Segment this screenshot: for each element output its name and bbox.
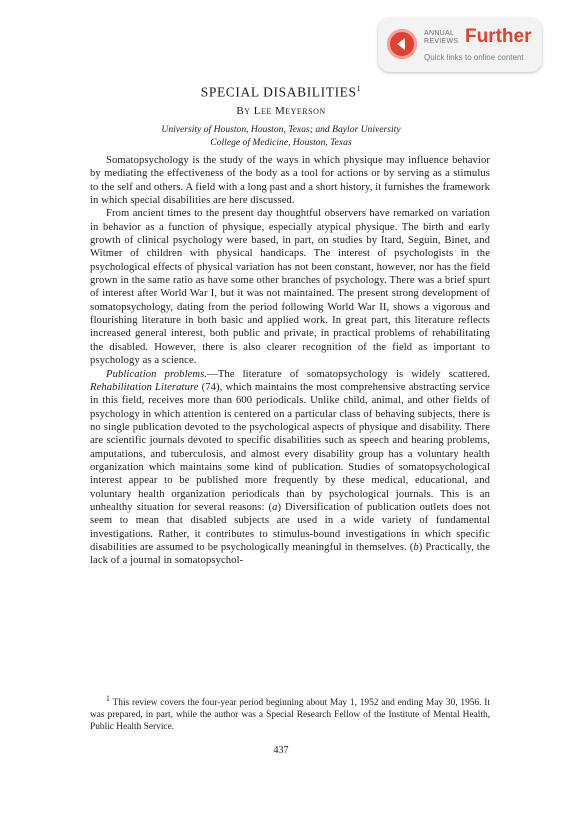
page-number: 437 — [273, 745, 289, 756]
paragraph-history: From ancient times to the present day thoughtful observers have remarked on variation in behavior as a function of physique, especially atypical physique. The birth and early growth of clinical psychology were based, in part, on studies by Itard, Seguin, Binet, and Witmer of children with physical handicaps. The interest of psychologists in the psychological effects of physical variation has not been constant, however, nor has the field grown in the same ratio as have some other branches of psychology. There was a brief spurt of interest after World War I, but it was not maintained. The present strong development of somatopsychology, dating from the period following World War II, shows a vigorous and flourishing literature in both basic and applied work. In great part, this literature reflects increased general interest, both public and private, in practical problems of rehabilitating the disabled. However, there is also clearer recognition of the field as important to psychology as a science. — [90, 208, 490, 367]
play-arrow-icon — [387, 29, 417, 59]
article-title: SPECIAL DISABILITIES$^1$ — [200, 84, 362, 100]
section-heading: Publication problems. — [106, 368, 208, 380]
badge-further-label: Further — [465, 26, 532, 47]
author-byline: By Lee Meyerson — [236, 105, 326, 117]
paragraph-publication-problems: Publication problems.—The literature of somatopsychology is widely scattered. Rehabilitation Literature (74), which maintains the most comprehensive abstracting service in this field, receives more than 600 periodicals. Unlike child, animal, and other fields of psychology in which attention is centered on a particular class of behaving subjects, there is no single publication devoted to the psychological aspects of physique and disability. There are scientific journals devoted to specific disabilities such as speech and hearing problems, amputations, and tuberculosis, and almost every disability group has a voluntary health organization which maintains some kind of publication. Studies of somatopsychological interest appear to be published more frequently by these medical, educational, and voluntary health organization periodicals than by psychological journals. This is an unhealthy situation for several reasons: (a) Diversification of publication outlets does not seem to mean that disabled subjects are used in a wide variety of fundamental investigations. Rather, it contributes to stimulus-bound investigations in which specific disabilities are assumed to be psychologically meaningful in themselves. (b) Practically, the lack of a journal in somatopsychol- — [90, 368, 490, 567]
badge-subtitle: Quick links to online content — [424, 53, 524, 62]
article-body — [90, 154, 490, 568]
annual-reviews-further-badge[interactable] — [378, 18, 542, 72]
badge-reviews-label: REVIEWS — [424, 38, 459, 45]
journal-name: Rehabilitation Literature — [90, 381, 199, 393]
affiliation-line: College of Medicine, Houston, Texas — [210, 137, 352, 148]
affiliation-line: University of Houston, Houston, Texas; and Baylor University — [161, 124, 401, 135]
badge-annual-label: ANNUAL — [424, 30, 455, 37]
title-footnote-mark[interactable]: 1 — [356, 84, 362, 93]
footnote-mark: 1 — [106, 694, 110, 703]
paragraph-intro: Somatopsychology is the study of the ways in which physique may influence behavior by mediating the effectiveness of the body as a tool for actions or by serving as a stimulus to the self and others. A field with a long past and a short history, it furnishes the framework in which special disabilities are here discussed. — [90, 155, 490, 207]
footnote: $^1$ This review covers the four-year period beginning about May 1, 1952 and ending May 30, 1956. It was prepared, in part, while the author was a Special Research Fellow of the Institute of Mental Health, Public Health Service. — [90, 694, 490, 732]
author-affiliation — [0, 123, 562, 149]
